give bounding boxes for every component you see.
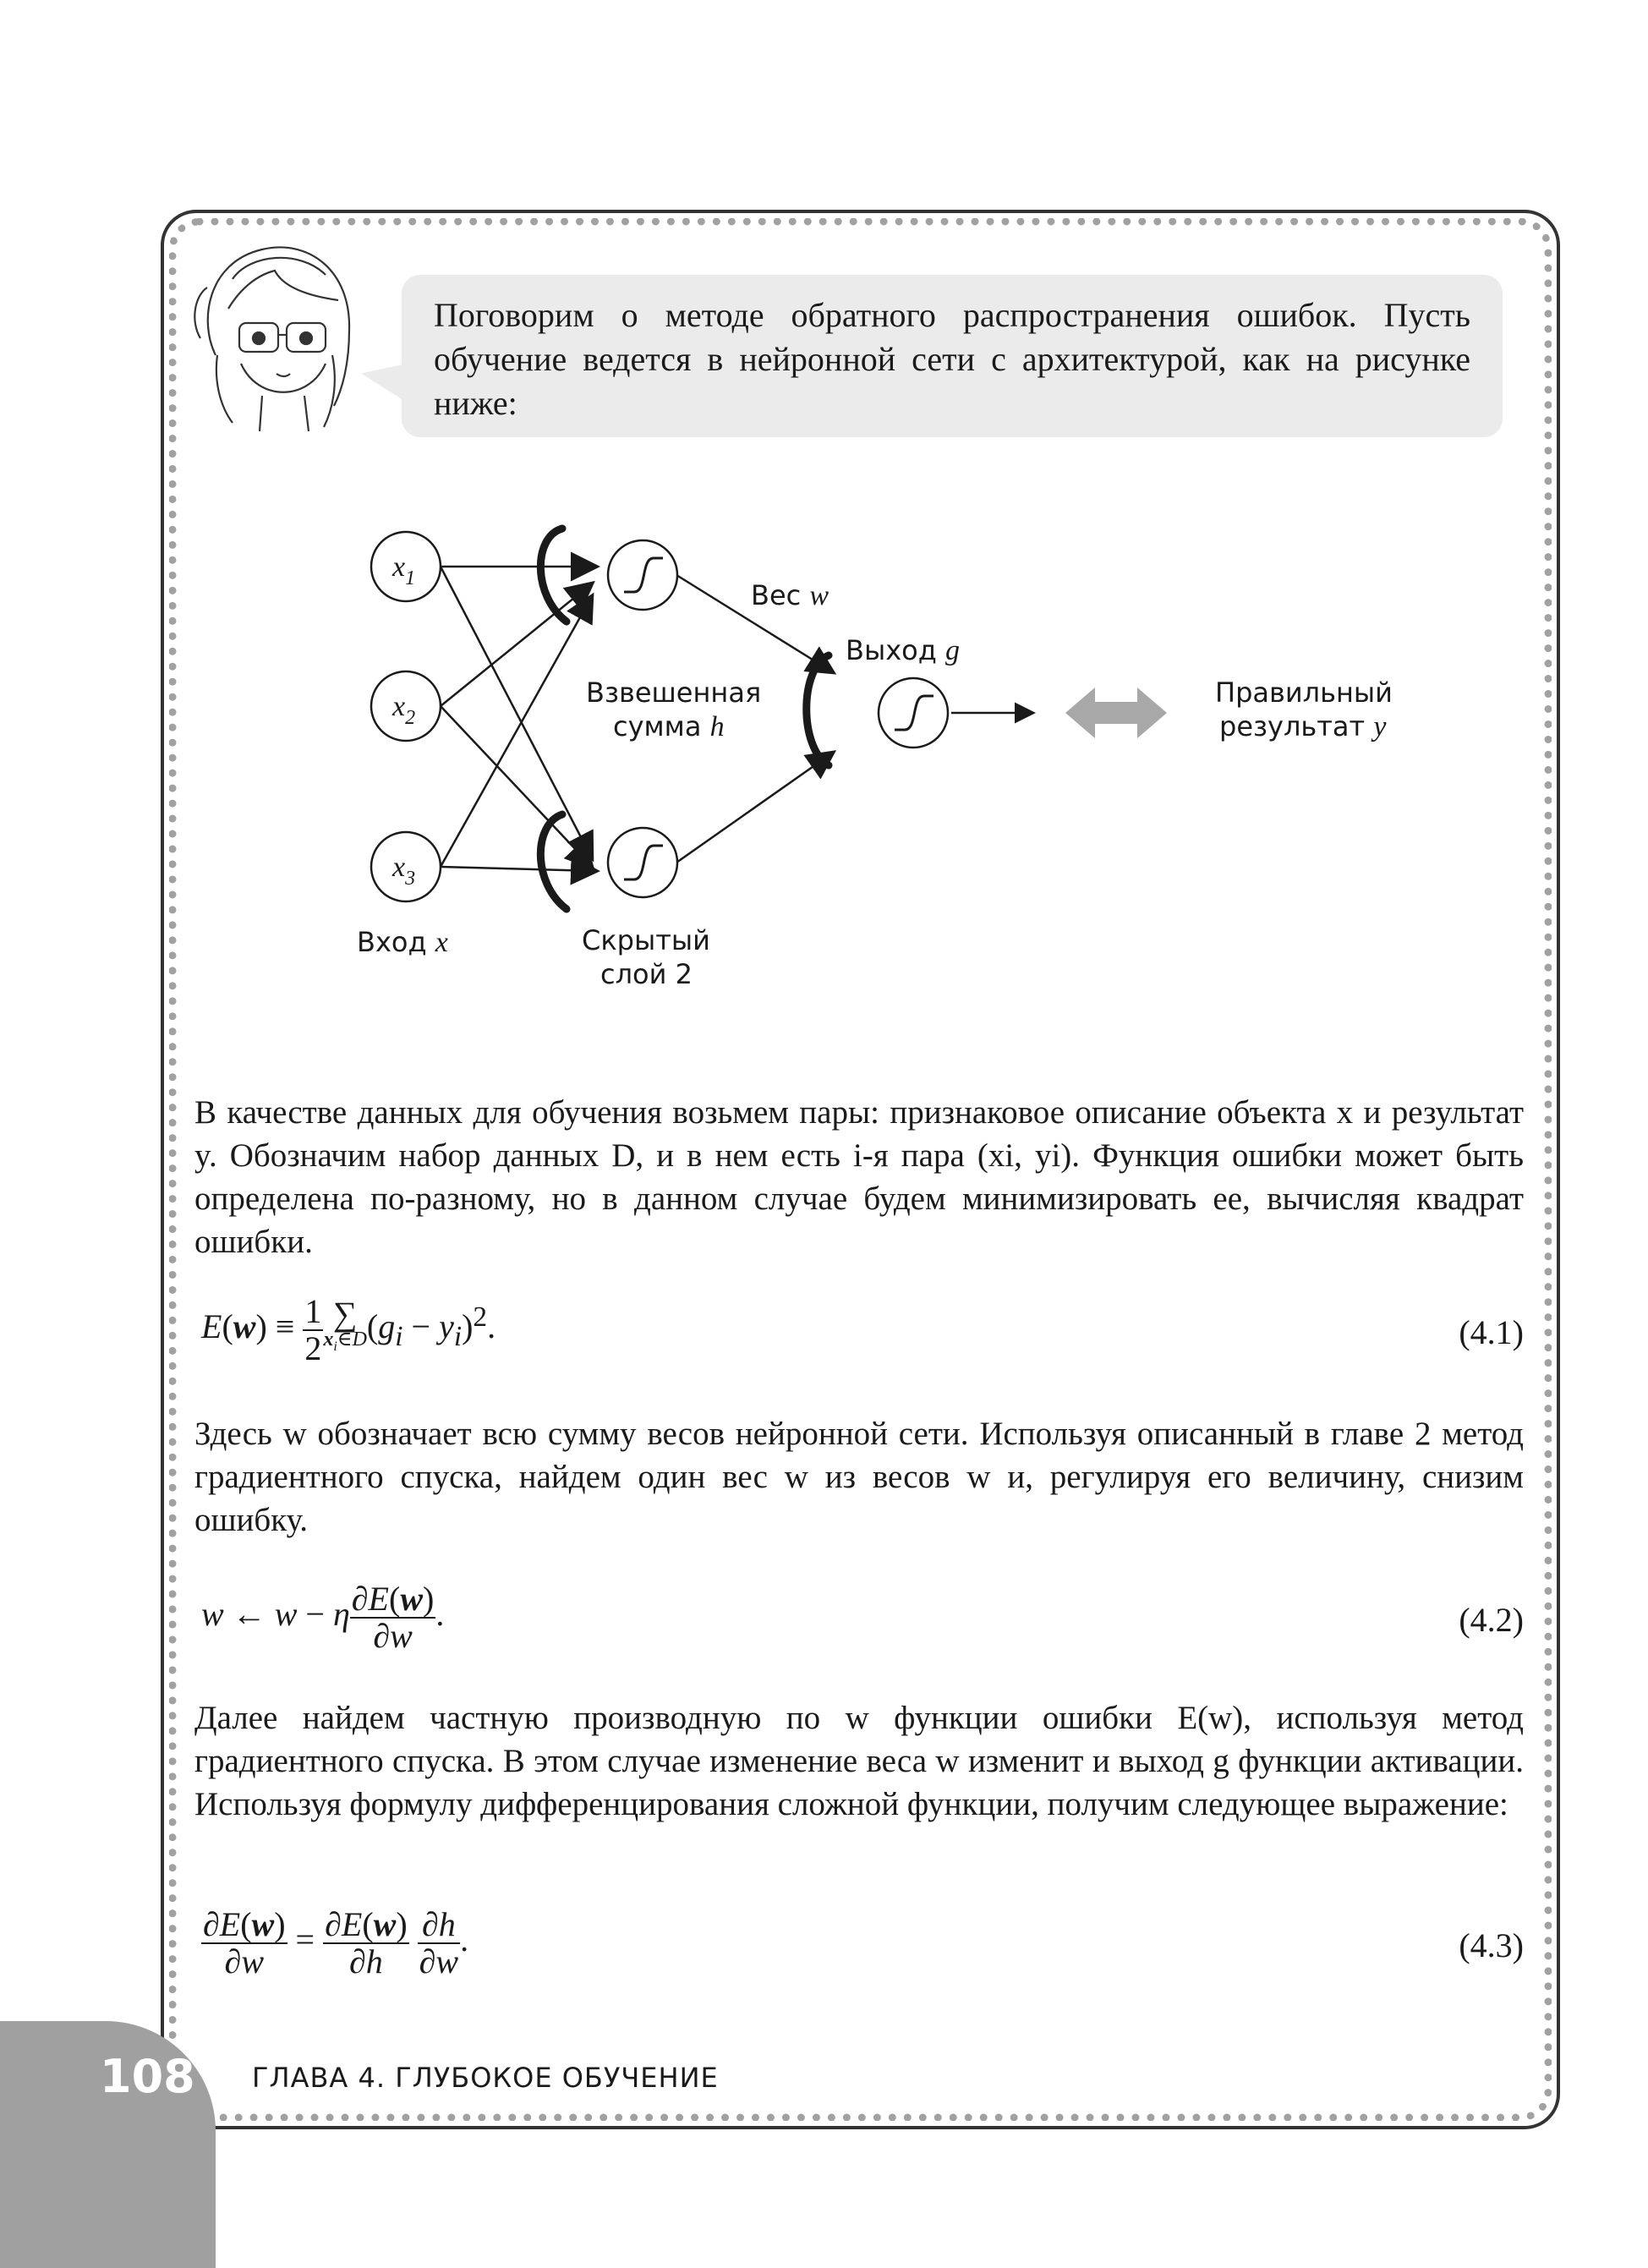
output-label: Выход (846, 634, 937, 666)
node-x3-label: x (392, 852, 406, 883)
neural-network-diagram (321, 495, 1437, 1019)
input-node-x2 (371, 671, 441, 741)
paragraph-1: В качестве данных для обучения возьмем пары: признаковое описание объекта x и результат y. Обозначим набор данных D, и в нем есть i-я пара (xi, yi). Функция ошибки может быть определена по-разному, но в данном случае будем минимизировать ее, вычисляя квадрат ошибки. (194, 1094, 1524, 1260)
correct-line2: результат (1219, 710, 1366, 742)
chapter-title: ГЛАВА 4. ГЛУБОКОЕ ОБУЧЕНИЕ (252, 2062, 719, 2094)
input-var: x (435, 927, 448, 958)
node-x2-label: x (392, 691, 406, 722)
svg-text:Вес w (751, 579, 829, 611)
equation-4-2-number: (4.2) (1459, 1601, 1524, 1639)
node-x3-sub: 3 (405, 868, 416, 890)
input-label: Вход (357, 926, 427, 958)
bubble-text: Поговорим о методе обратного распространения ошибок. Пусть обучение ведется в нейронной сети с архитектурой, как на рисунке ниже: (434, 296, 1470, 422)
equation-4-3-number: (4.3) (1459, 1926, 1524, 1964)
node-x1-label: x (392, 551, 406, 583)
input-node-x1 (371, 532, 441, 601)
hidden-line2: слой 2 (600, 958, 693, 990)
paragraph-2: Здесь w обозначает всю сумму весов нейронной сети. Используя описанный в главе 2 метод градиентного спуска, найдем один вес w из весов w и, регулируя его величину, снизим ошибку. (194, 1416, 1524, 1538)
equation-4-1: E(w) ≡ $\frac{1}{2}$ ∑ $x_i\in D$ $(g_i - y_i)^2$. (4.1) (201, 1292, 1524, 1367)
equation-4-1-number: (4.1) (1459, 1313, 1524, 1351)
page-number: 108 (100, 2050, 195, 2103)
double-arrow-icon (1065, 688, 1167, 738)
svg-text:Вход x (357, 926, 448, 958)
equation-4-3: $\frac{\partial E(w)}{\partial w}$ = $\frac{\partial E(w)}{\partial h}$ $\frac{\partial h}{\partial w}$ . (4.3) (203, 1905, 1524, 1980)
paragraph-3: Далее найдем частную производную по w функции ошибки E(w), используя метод градиентного спуска. В этом случае изменение веса w изменит и выход g функции активации. Используя формулу дифференцирования сложной функции, получим следующее выражение: (194, 1700, 1524, 1822)
output-var: g (945, 635, 961, 666)
node-x2-sub: 2 (405, 707, 416, 729)
correct-line1: Правильный (1215, 677, 1393, 709)
weighted-sum-var: h (709, 711, 725, 742)
weighted-sum-line2: сумма (613, 710, 702, 742)
svg-text:результат y (1219, 710, 1387, 742)
svg-text:сумма h (613, 710, 725, 742)
node-x1-sub: 1 (405, 567, 416, 589)
speech-bubble (402, 275, 1503, 437)
weight-var: w (809, 580, 829, 611)
character-avatar-illustration (182, 228, 376, 431)
hidden-line1: Скрытый (582, 924, 710, 956)
svg-text:Выход g (846, 634, 960, 666)
equation-4-2: w ← w − η $\frac{\partial E(w)}{\partial w}$ . (4.2) (201, 1580, 1524, 1655)
input-node-x3 (371, 832, 441, 901)
correct-var: y (1373, 711, 1387, 742)
weight-label: Вес (751, 579, 802, 611)
weighted-sum-line1: Взвешенная (586, 677, 762, 709)
